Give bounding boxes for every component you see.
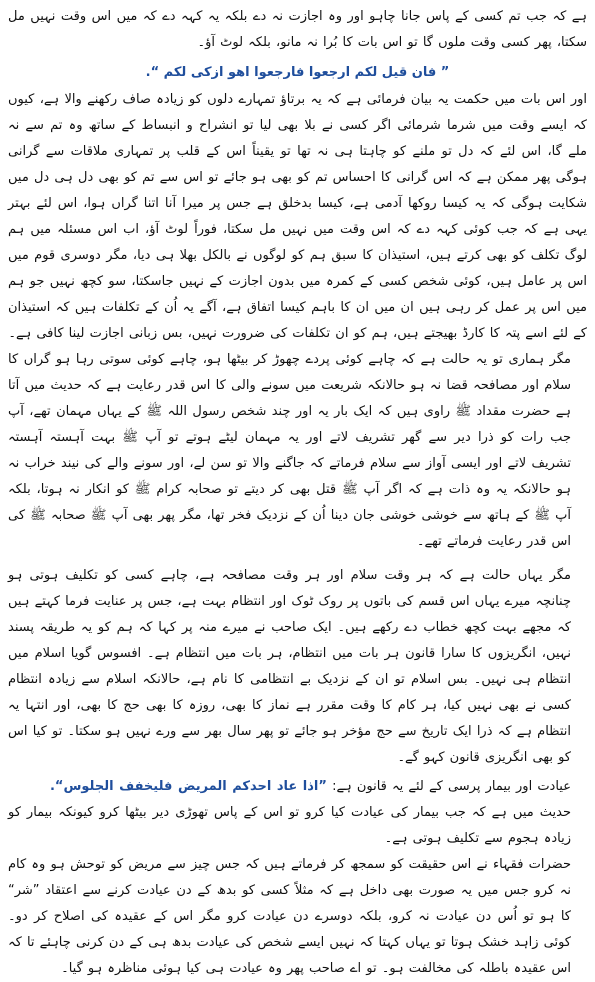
paragraph-jurists: حضرات فقہاء نے اس حقیقت کو سمجھ کر فرماتے ہیں کہ جس چیز سے مریض کو توحش ہو وہ کام نہ کرو جس میں یہ صورت بھی داخل ہے کہ مثلاً کسی کو بدھ کے دن عیادت کرنے سے اعتقاد ”شر“ کا ہو تو اُس دن عیادت نہ کرو، بلکہ دوسرے دن عیادت کرو مگر اس کے عقیدہ کی اصلاح کر دو۔ کوئی زاہد خشک ہوتا تو یہاں کہتا کہ نہیں ایسے شخص کی عیادت بدھ ہی کے دن کرنی چاہئے تا کہ اس عقیدہ باطلہ کی مخالفت ہو۔ تو اے صاحب پھر وہ عیادت ہی کیا ہوئی مناظرہ ہو گیا۔ [8, 857, 571, 976]
book-page [8, 4, 587, 976]
spacer [8, 555, 587, 563]
arabic-hadith-quote: ”اذا عاد احدکم المريض فليخفف الجلوس“. [49, 779, 327, 794]
paragraph-discipline: مگر یہاں حالت ہے کہ ہر وقت سلام اور ہر وقت مصافحہ ہے، چاہے کسی کو تکلیف ہوتی ہو چنانچہ میرے یہاں اس قسم کی باتوں پر روک ٹوک اور انتظام بہت ہے، جس پر عنایت فرما کہتے ہیں کہ مجھے بہت کچھ خطاب دے رکھے ہیں۔ ایک صاحب نے میرے منہ پر کہا کہ ہم کو یہ طریقہ پسند نہیں، انگریزوں کا سارا قانون ہر بات میں انتظام، ہر بات میں انتظام ہے۔ افسوس گویا اسلام میں انتظام ہی نہیں۔ بس اسلام تو ان کے نزدیک بے انتظامی کا نام ہے، حالانکہ اسلام سے زیادہ انتظام کسی نے بھی نہیں کیا، ہر کام کا وقت مقرر ہے نماز کا بھی، روزہ کا بھی حج کا بھی، اور انتہا یہ انتظام ہے کہ ذرا ایک تاریخ سے حج مؤخر ہو جائے تو پھر سال بھر سے ورے نہیں ہو سکتا۔ تو کیا اس کو بھی انگریزی قانون کہو گے۔ [8, 568, 571, 765]
paragraph-continuation: ہے کہ جب تم کسی کے پاس جانا چاہو اور وہ اجازت نہ دے بلکہ یہ کہہ دے کہ میں اس وقت نہیں مل سکتا، پھر کسی وقت ملوں گا تو اس بات کا بُرا نہ مانو، بلکہ لوٹ آؤ۔ [8, 9, 587, 50]
paragraph-wisdom: اور اس بات میں حکمت یہ بیان فرمائی ہے کہ یہ برتاؤ تمہارے دلوں کو زیادہ صاف رکھنے والا ہے، کیوں کہ ایسے وقت میں شرما شرمائی اگر کسی نے بلا بھی لیا تو انشراح و انبساط کے ساتھ وہ تم سے نہ ملے گا، اس لئے کہ دل تو ملنے کو چاہتا ہی نہ تھا تو یقیناً اس کے قلب پر تمہاری ملاقات سے گرانی ہوگی پھر ممکن ہے کہ اس گرانی کا احساس تم کو بھی ہو جائے تو اس سے تم کو بھی دل ہی دل میں شکایت ہوگی کہ یہ کیسا روکھا آدمی ہے، کیسا بدخلق ہے جس پر میرا آنا اتنا گراں ہوا، اس لئے بہتر یہی ہے کہ جب کوئی کہہ دے کہ اس وقت میں نہیں مل سکتا، فوراً لوٹ آؤ، اب اس مسئلہ میں ہم لوگ تکلف کو بھی کرتے ہیں، استیذان کا سبق ہم کو لوگوں نے بالکل بھلا ہی دیا، مگر دوسری قوم میں اس پر عامل ہیں، کوئی شخص کسی کے کمرہ میں بدون اجازت کے نہیں جاسکتا، سو کچھ نہیں جو ہم میں اس پر عمل کر رہی ہیں ان میں ان کا باہم کیسا اتفاق ہے، آگے یہ اُن کے تکلفات ہیں کہ استیذان کے لئے اسے پتہ کا کارڈ بھیجتے ہیں، ہم کو ان تکلفات کی ضرورت نہیں، بس زبانی اجازت لینا کافی ہے۔ [8, 92, 587, 341]
paragraph-hadith-miqdad: مگر ہماری تو یہ حالت ہے کہ چاہے کوئی پردے چھوڑ کر بیٹھا ہو، چاہے کوئی سوتی رہا ہو گراں کا سلام اور مصافحہ قضا نہ ہو حالانکہ شریعت میں سونے والی کا اس قدر رعایت ہے کہ حدیث میں آتا ہے حضرت مقداد ﷺ راوی ہیں کہ ایک بار یہ اور چند شخص رسول اللہ ﷺ کے یہاں مہمان تھے، آپ جب رات کو ذرا دیر سے گھر تشریف لاتے اور یہ مہمان لیٹے ہوتے تو آپ ﷺ بہت آہستہ آہستہ تشریف لاتے اور ایسی آواز سے سلام فرماتے کہ جاگنے والا تو سن لے، اور سونے والے کی نیند خراب نہ ہو حالانکہ یہ وہ ذات ہے کہ اگر آپ ﷺ قتل بھی کر دیتے تو صحابہ کرام ﷺ کو انکار نہ ہوتا، بلکہ آپ ﷺ کے ہاتھ سے خوشی خوشی جان دینا اُن کے نزدیک فخر تھا، مگر پھر بھی آپ ﷺ صحابہ ﷺ کی اس قدر رعایت فرماتے تھے۔ [8, 352, 571, 549]
arabic-verse-quote: ” فان قيل لکم ارجعوا فارجعوا اهو ازکی لکم “. [145, 65, 450, 80]
paragraph-visiting-sick-rule [8, 774, 587, 800]
paragraph-hadith-visit: حدیث میں ہے کہ جب بیمار کی عیادت کیا کرو تو اس کے پاس تھوڑی دیر بیٹھا کرو کیونکہ بیمار کو زیادہ ہجوم سے تکلیف ہوتی ہے۔ [8, 805, 571, 846]
rule-intro-text: عیادت اور بیمار پرسی کے لئے یہ قانون ہے: [326, 779, 571, 794]
